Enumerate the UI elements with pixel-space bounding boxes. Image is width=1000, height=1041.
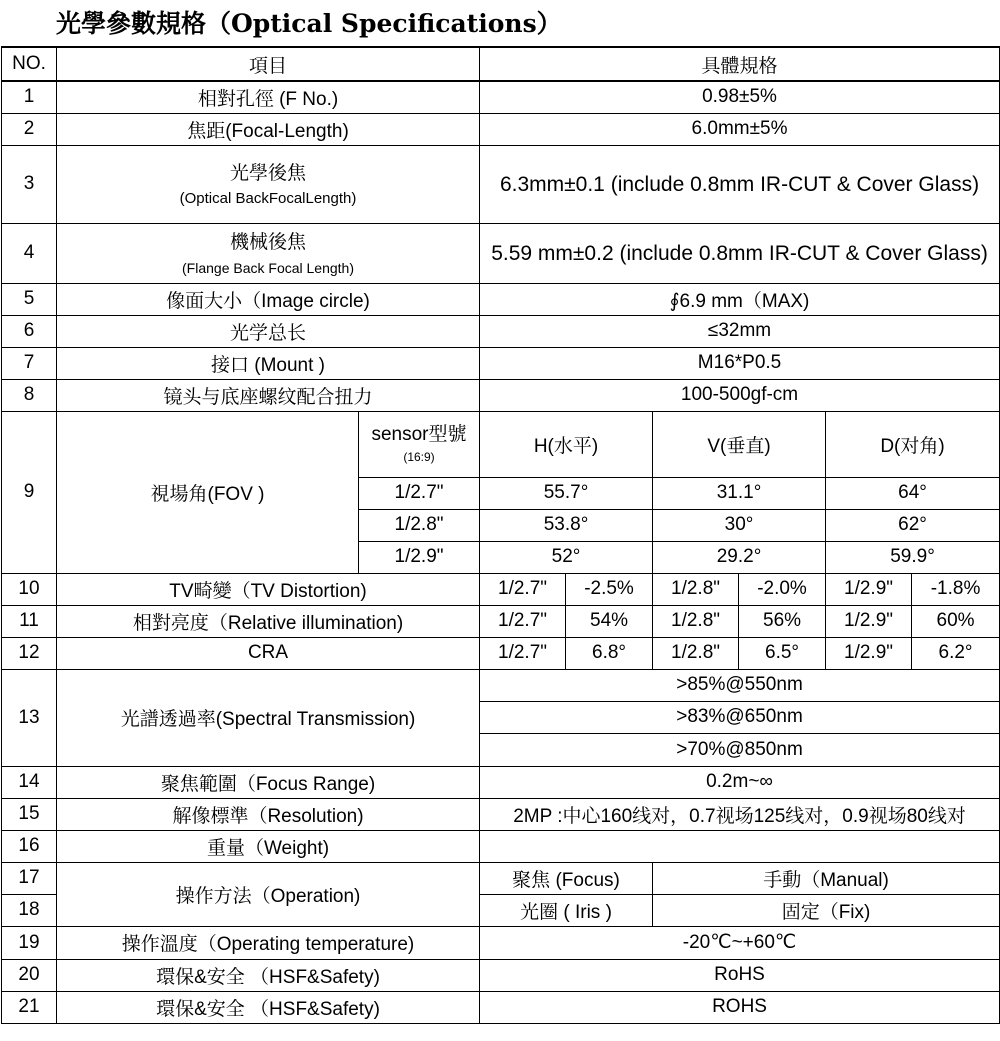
sensor-value: 6.5° (739, 637, 826, 669)
table-row (2, 926, 1000, 959)
fov-sensor-header (359, 411, 480, 477)
table-row (2, 113, 1000, 145)
table-row (2, 959, 1000, 991)
operation-label: 光圈 ( Iris ) (480, 894, 653, 926)
row-item: 镜头与底座螺纹配合扭力 (57, 379, 480, 411)
row-item: 解像標準（Resolution) (57, 798, 480, 830)
sensor-label: sensor型號 (371, 424, 467, 445)
fov-h-header: H(水平) (480, 411, 653, 477)
operation-value: 手動（Manual) (653, 862, 1000, 894)
sensor-value: 60% (912, 605, 1000, 637)
sensor-size: 1/2.7" (480, 637, 566, 669)
row-item: 視場角(FOV ) (57, 411, 359, 573)
transmission-value: >70%@850nm (480, 733, 1000, 766)
sensor-size: 1/2.8" (653, 605, 739, 637)
table-row (2, 669, 1000, 701)
row-item: 環保&安全 （HSF&Safety) (57, 991, 480, 1023)
row-item: 焦距(Focal-Length) (57, 113, 480, 145)
row-value: 5.59 mm±0.2 (include 0.8mm IR-CUT & Cover Glass) (480, 223, 1000, 283)
page-title: 光學參數規格（Optical Specifications） (56, 9, 562, 38)
sensor-size: 1/2.9" (826, 637, 912, 669)
table-row (2, 766, 1000, 798)
row-item: 光譜透過率(Spectral Transmission) (57, 669, 480, 766)
row-value: 6.3mm±0.1 (include 0.8mm IR-CUT & Cover Glass) (480, 145, 1000, 223)
header-item: 項目 (57, 47, 480, 81)
row-number: 12 (2, 637, 57, 669)
fov-d: 62° (826, 509, 1000, 541)
table-row (2, 605, 1000, 637)
row-number: 3 (2, 145, 57, 223)
row-item: 操作溫度（Operating temperature) (57, 926, 480, 959)
row-item-cell (57, 145, 480, 223)
table-row (2, 637, 1000, 669)
row-item: TV畸變（TV Distortion) (57, 573, 480, 605)
fov-h: 53.8° (480, 509, 653, 541)
sensor-value: 56% (739, 605, 826, 637)
fov-v: 31.1° (653, 477, 826, 509)
row-number: 21 (2, 991, 57, 1023)
row-number: 19 (2, 926, 57, 959)
row-item-cell (57, 223, 480, 283)
row-item: 相對孔徑 (F No.) (57, 81, 480, 113)
sensor-size: 1/2.9" (826, 573, 912, 605)
row-value: ≤32mm (480, 315, 1000, 347)
table-row (2, 411, 1000, 477)
row-number: 20 (2, 959, 57, 991)
table-row (2, 830, 1000, 862)
header-no: NO. (2, 47, 57, 81)
fov-v: 29.2° (653, 541, 826, 573)
row-value: 100-500gf-cm (480, 379, 1000, 411)
sensor-size: 1/2.9" (826, 605, 912, 637)
row-item: 相對亮度（Relative illumination) (57, 605, 480, 637)
row-number: 11 (2, 605, 57, 637)
table-row (2, 81, 1000, 113)
row-number: 13 (2, 669, 57, 766)
row-item: 環保&安全 （HSF&Safety) (57, 959, 480, 991)
row-number: 8 (2, 379, 57, 411)
row-number: 6 (2, 315, 57, 347)
row-number: 10 (2, 573, 57, 605)
row-number: 14 (2, 766, 57, 798)
row-number: 5 (2, 283, 57, 315)
header-row (2, 47, 1000, 81)
table-row (2, 798, 1000, 830)
fov-h: 52° (480, 541, 653, 573)
sensor-value: 54% (566, 605, 653, 637)
row-number: 17 (2, 862, 57, 894)
table-row (2, 283, 1000, 315)
row-value (480, 830, 1000, 862)
row-item: 聚焦範圍（Focus Range) (57, 766, 480, 798)
fov-v-header: V(垂直) (653, 411, 826, 477)
row-value: -20℃~+60℃ (480, 926, 1000, 959)
fov-v: 30° (653, 509, 826, 541)
table-row (2, 379, 1000, 411)
table-row (2, 862, 1000, 894)
row-item: 光學後焦 (230, 163, 307, 184)
sensor-value: -2.5% (566, 573, 653, 605)
sensor-value: 6.2° (912, 637, 1000, 669)
row-value: 0.2m~∞ (480, 766, 1000, 798)
fov-sensor: 1/2.7" (359, 477, 480, 509)
row-number: 15 (2, 798, 57, 830)
table-row (2, 145, 1000, 223)
table-row (2, 573, 1000, 605)
row-item: 光学总长 (57, 315, 480, 347)
row-value: 6.0mm±5% (480, 113, 1000, 145)
fov-d: 59.9° (826, 541, 1000, 573)
row-item: 像面大小（Image circle) (57, 283, 480, 315)
sensor-size: 1/2.7" (480, 573, 566, 605)
sensor-value: 6.8° (566, 637, 653, 669)
row-item: CRA (57, 637, 480, 669)
table-row (2, 315, 1000, 347)
sensor-size: 1/2.8" (653, 637, 739, 669)
operation-value: 固定（Fix) (653, 894, 1000, 926)
row-number: 18 (2, 894, 57, 926)
row-item: 機械後焦 (230, 232, 307, 253)
row-value: M16*P0.5 (480, 347, 1000, 379)
row-value: ROHS (480, 991, 1000, 1023)
fov-sensor: 1/2.9" (359, 541, 480, 573)
sensor-aspect: (16:9) (403, 450, 435, 464)
table-row (2, 991, 1000, 1023)
fov-h: 55.7° (480, 477, 653, 509)
fov-d: 64° (826, 477, 1000, 509)
transmission-value: >83%@650nm (480, 701, 1000, 733)
row-number: 2 (2, 113, 57, 145)
row-item: 操作方法（Operation) (57, 862, 480, 926)
row-item-sub: (Flange Back Focal Length) (182, 260, 354, 276)
row-item-sub: (Optical BackFocalLength) (179, 190, 357, 207)
row-value: RoHS (480, 959, 1000, 991)
fov-sensor: 1/2.8" (359, 509, 480, 541)
sensor-value: -2.0% (739, 573, 826, 605)
sensor-value: -1.8% (912, 573, 1000, 605)
table-row (2, 223, 1000, 283)
row-number: 7 (2, 347, 57, 379)
optical-spec-table (1, 46, 1000, 1024)
row-value: ∮6.9 mm（MAX) (480, 283, 1000, 315)
row-value: 2MP :中心160线对，0.7视场125线对，0.9视场80线对 (480, 798, 1000, 830)
row-number: 1 (2, 81, 57, 113)
sensor-size: 1/2.7" (480, 605, 566, 637)
table-row (2, 347, 1000, 379)
row-value: 0.98±5% (480, 81, 1000, 113)
row-number: 16 (2, 830, 57, 862)
row-number: 9 (2, 411, 57, 573)
row-item: 重量（Weight) (57, 830, 480, 862)
operation-label: 聚焦 (Focus) (480, 862, 653, 894)
header-spec: 具體規格 (480, 47, 1000, 81)
row-number: 4 (2, 223, 57, 283)
fov-d-header: D(对角) (826, 411, 1000, 477)
transmission-value: >85%@550nm (480, 669, 1000, 701)
sensor-size: 1/2.8" (653, 573, 739, 605)
row-item: 接口 (Mount ) (57, 347, 480, 379)
